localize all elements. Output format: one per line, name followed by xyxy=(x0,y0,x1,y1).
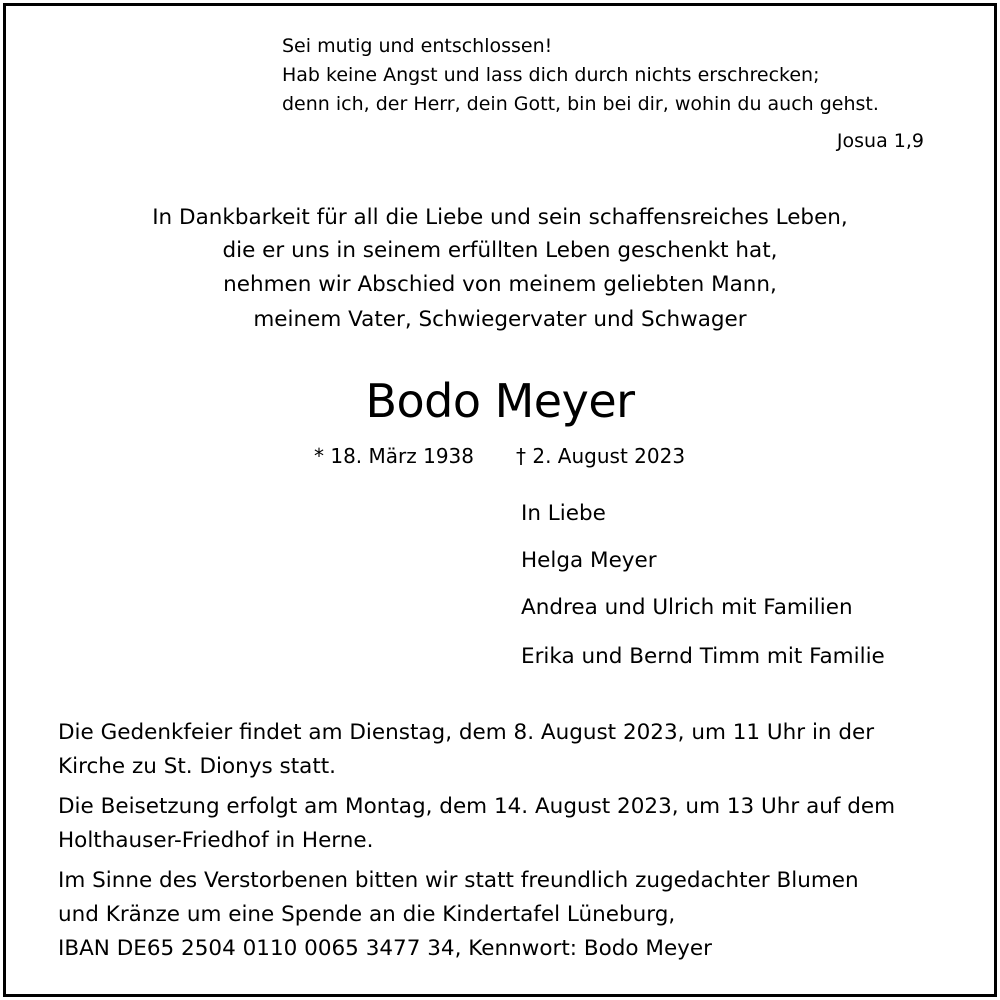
signature-line: In Liebe xyxy=(521,501,606,526)
intro-line: nehmen wir Abschied von meinem geliebten Mann, xyxy=(223,272,777,297)
intro-line: meinem Vater, Schwiegervater und Schwager xyxy=(253,307,747,332)
death-date: † 2. August 2023 xyxy=(516,444,686,468)
notice-line: und Kränze um eine Spende an die Kindertafel Lüneburg, xyxy=(58,902,676,927)
birth-date: * 18. März 1938 xyxy=(314,444,475,468)
verse-line: denn ich, der Herr, dein Gott, bin bei dir, wohin du auch gehst. xyxy=(282,93,879,115)
notice-line: IBAN DE65 2504 0110 0065 3477 34, Kennwort: Bodo Meyer xyxy=(58,936,712,961)
signature-line: Erika und Bernd Timm mit Familie xyxy=(521,644,885,669)
verse-line: Hab keine Angst und lass dich durch nichts erschrecken; xyxy=(282,64,820,86)
signature-line: Helga Meyer xyxy=(521,548,657,573)
notice-line: Holthauser-Friedhof in Herne. xyxy=(58,828,374,853)
verse-reference: Josua 1,9 xyxy=(836,130,924,152)
notice-line: Die Beisetzung erfolgt am Montag, dem 14. August 2023, um 13 Uhr auf dem xyxy=(58,794,896,819)
notice-line: Kirche zu St. Dionys statt. xyxy=(58,754,337,779)
notice-line: Im Sinne des Verstorbenen bitten wir statt freundlich zugedachter Blumen xyxy=(58,868,859,893)
signature-line: Andrea und Ulrich mit Familien xyxy=(521,595,853,620)
notice-line: Die Gedenkfeier findet am Dienstag, dem 8. August 2023, um 11 Uhr in der xyxy=(58,720,875,745)
verse-line: Sei mutig und entschlossen! xyxy=(282,35,553,57)
intro-line: In Dankbarkeit für all die Liebe und sein schaffensreiches Leben, xyxy=(152,205,848,230)
intro-line: die er uns in seinem erfüllten Leben geschenkt hat, xyxy=(222,238,778,263)
deceased-name: Bodo Meyer xyxy=(365,374,635,428)
